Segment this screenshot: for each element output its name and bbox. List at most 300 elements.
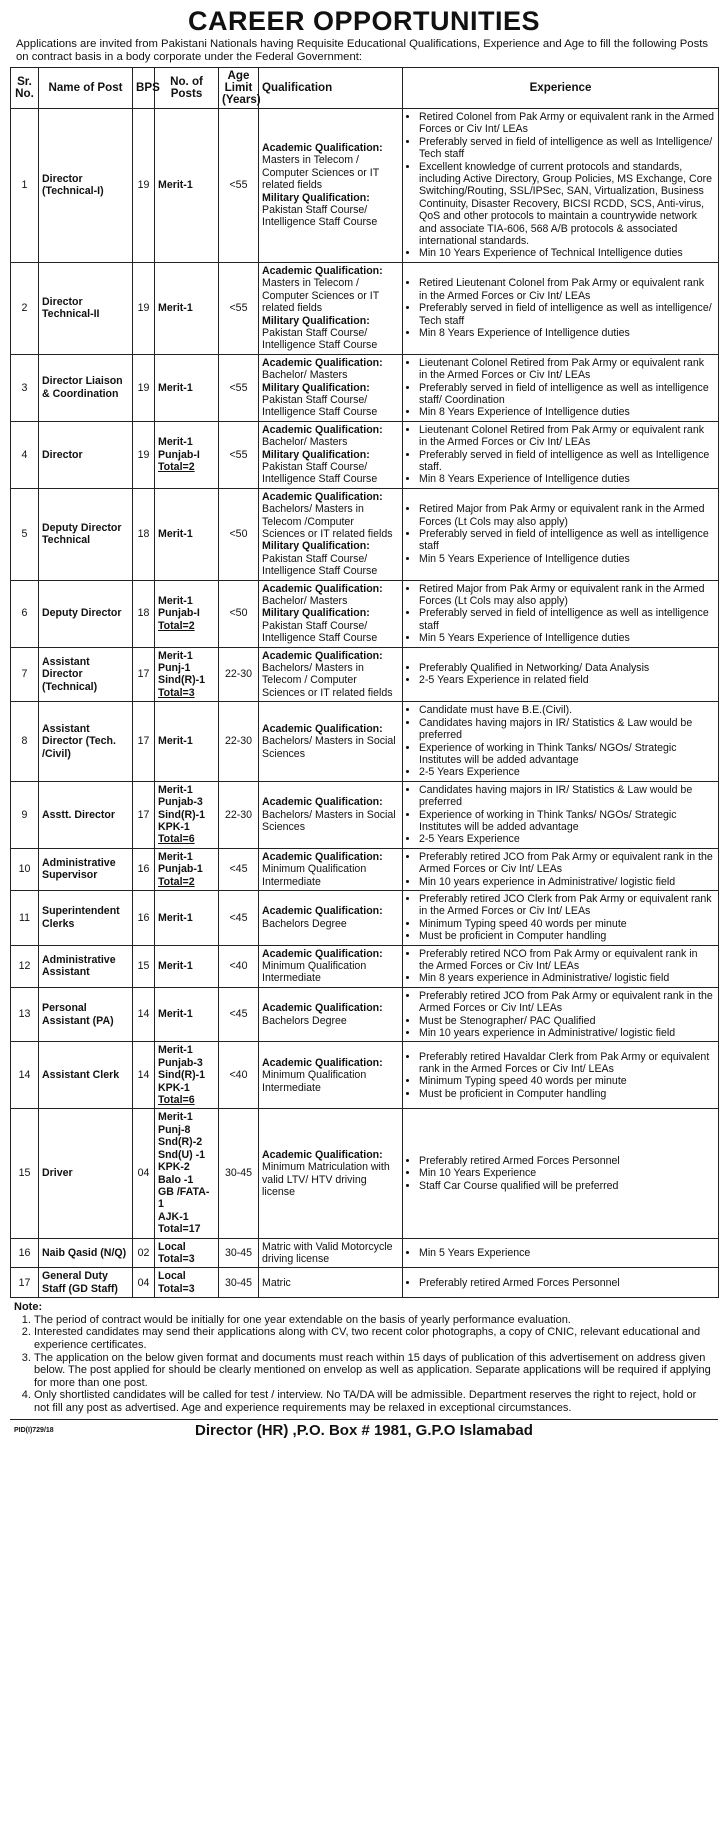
row-post-name: Director <box>39 421 133 488</box>
row-experience <box>403 421 719 488</box>
military-qualification-label: Military Qualification: <box>262 448 370 461</box>
row-post-name: Asstt. Director <box>39 781 133 848</box>
experience-item: • Min 8 Years Experience of Intelligence duties <box>419 327 715 339</box>
row-sr-number: 10 <box>11 848 39 890</box>
academic-qualification: Bachelor/ Masters <box>262 436 348 449</box>
row-sr-number: 2 <box>11 262 39 354</box>
row-age-limit: <45 <box>219 987 259 1042</box>
row-qualification <box>259 421 403 488</box>
experience-list <box>406 784 715 846</box>
row-age-limit: <45 <box>219 890 259 945</box>
contact-address: Director (HR) ,P.O. Box # 1981, G.P.O Islamabad <box>195 1421 533 1439</box>
posts-quota: KPK-1 <box>158 1081 190 1094</box>
posts-quota: Merit-1 <box>158 595 193 608</box>
row-posts <box>155 421 219 488</box>
experience-list <box>406 1277 715 1289</box>
row-post-name: Director Technical-II <box>39 262 133 354</box>
row-qualification <box>259 262 403 354</box>
table-row <box>11 987 719 1042</box>
row-experience <box>403 890 719 945</box>
notes-heading: Note: <box>14 1301 43 1314</box>
experience-item: • Excellent knowledge of current protocols and standards, including Active Directory, Group Policies, MS Exchange, Core Switching/Routing, SSL/IPSec, SAN, Virtualization, Business Continuity, Disaster Recovery, BICSI RCDD, SCS, Anti-virus, QoS and other protocols to maintain a countrywide network and associate TIA-606, 568 A/B protocols & associated international standards. <box>419 161 715 248</box>
experience-item: • Preferably retired Armed Forces Personnel <box>419 1277 715 1289</box>
posts-total: Total=6 <box>158 1094 195 1107</box>
posts-quota: Snd(R)-2 <box>158 1136 203 1149</box>
academic-qualification-label: Academic Qualification: <box>262 905 383 918</box>
row-experience <box>403 1238 719 1268</box>
row-qualification <box>259 488 403 580</box>
intro-text: Applications are invited from Pakistani Nationals having Requisite Educational Qualifications, Experience and Age to fill the following Posts on contract basis in a body corporate under the Federal Government: <box>16 38 709 63</box>
academic-qualification-label: Academic Qualification: <box>262 264 383 277</box>
experience-item: • Experience of working in Think Tanks/ NGOs/ Strategic Institutes will be added advantage <box>419 742 715 767</box>
military-qualification: Pakistan Staff Course/ Intelligence Staff Course <box>262 393 378 419</box>
posts-quota: KPK-1 <box>158 820 190 833</box>
row-qualification <box>259 354 403 421</box>
row-posts <box>155 1268 219 1298</box>
posts-quota: Merit-1 <box>158 179 193 192</box>
row-age-limit: <50 <box>219 488 259 580</box>
row-experience <box>403 1268 719 1298</box>
row-post-name: Director Liaison & Coordination <box>39 354 133 421</box>
table-row <box>11 945 719 987</box>
academic-qualification-label: Academic Qualification: <box>262 356 383 369</box>
academic-qualification-label: Academic Qualification: <box>262 1148 383 1161</box>
experience-item: • Minimum Typing speed 40 words per minute <box>419 1075 715 1087</box>
experience-item: • Preferably served in field of intelligence as well as intelligence staff <box>419 528 715 553</box>
row-sr-number: 5 <box>11 488 39 580</box>
experience-item: • Candidates having majors in IR/ Statistics & Law would be preferred <box>419 717 715 742</box>
posts-total: Total=6 <box>158 833 195 846</box>
table-row <box>11 109 719 263</box>
row-qualification <box>259 109 403 263</box>
posts-quota: Punjab-I <box>158 448 200 461</box>
experience-item: • Lieutenant Colonel Retired from Pak Army or equivalent rank in the Armed Forces or Civ Int/ LEAs <box>419 357 715 382</box>
row-age-limit: <50 <box>219 580 259 647</box>
row-qualification <box>259 647 403 702</box>
row-posts <box>155 702 219 781</box>
posts-quota: Sind(R)-1 <box>158 674 206 687</box>
row-bps: 17 <box>133 781 155 848</box>
row-experience <box>403 647 719 702</box>
experience-list <box>406 893 715 943</box>
table-body <box>11 109 719 1298</box>
experience-item: • Preferably Qualified in Networking/ Data Analysis <box>419 662 715 674</box>
experience-item: • Staff Car Course qualified will be preferred <box>419 1180 715 1192</box>
row-bps: 19 <box>133 262 155 354</box>
academic-qualification: Bachelor/ Masters <box>262 369 348 382</box>
note-item: 1. The period of contract would be initially for one year extendable on the basis of yearly performance evaluation. <box>34 1314 714 1327</box>
posts-quota: Sind(R)-1 <box>158 1069 206 1082</box>
row-qualification <box>259 945 403 987</box>
posts-quota: Merit-1 <box>158 783 193 796</box>
posts-quota: Punj-1 <box>158 662 191 675</box>
experience-item: • Must be proficient in Computer handling <box>419 930 715 942</box>
academic-qualification-label: Academic Qualification: <box>262 142 383 155</box>
posts-quota: Punj-8 <box>158 1123 191 1136</box>
experience-item: • Min 10 years experience in Administrative/ logistic field <box>419 1027 715 1039</box>
posts-quota: Total=3 <box>158 1282 195 1295</box>
academic-qualification-label: Academic Qualification: <box>262 947 383 960</box>
experience-item: • Min 10 Years Experience of Technical Intelligence duties <box>419 247 715 259</box>
row-qualification <box>259 1238 403 1268</box>
row-posts <box>155 987 219 1042</box>
academic-qualification-label: Academic Qualification: <box>262 796 383 809</box>
experience-list <box>406 1247 715 1259</box>
row-sr-number: 17 <box>11 1268 39 1298</box>
experience-item: • Must be Stenographer/ PAC Qualified <box>419 1015 715 1027</box>
row-experience <box>403 109 719 263</box>
row-sr-number: 11 <box>11 890 39 945</box>
row-experience <box>403 987 719 1042</box>
row-posts <box>155 945 219 987</box>
posts-quota: Balo -1 <box>158 1173 194 1186</box>
footer <box>10 1419 718 1442</box>
row-bps: 19 <box>133 354 155 421</box>
row-sr-number: 8 <box>11 702 39 781</box>
col-header-age: Age Limit (Years) <box>219 68 259 109</box>
experience-item: • Min 8 Years Experience of Intelligence duties <box>419 406 715 418</box>
experience-list <box>406 503 715 565</box>
row-bps: 04 <box>133 1109 155 1238</box>
experience-item: • Preferably retired Armed Forces Personnel <box>419 1155 715 1167</box>
experience-item: • Retired Major from Pak Army or equivalent rank in the Armed Forces (Lt Cols may also apply) <box>419 583 715 608</box>
military-qualification-label: Military Qualification: <box>262 314 370 327</box>
row-sr-number: 6 <box>11 580 39 647</box>
row-age-limit: <45 <box>219 848 259 890</box>
academic-qualification-label: Academic Qualification: <box>262 582 383 595</box>
col-header-bps: BPS <box>133 68 155 109</box>
notes-list <box>14 1314 714 1415</box>
academic-qualification: Masters in Telecom / Computer Sciences or IT related fields <box>262 277 379 315</box>
experience-item: • Preferably served in field of intelligence as well as intelligence/ Tech staff <box>419 302 715 327</box>
experience-item: • Min 5 Years Experience <box>419 1247 715 1259</box>
row-bps: 17 <box>133 702 155 781</box>
posts-quota: Merit-1 <box>158 649 193 662</box>
posts-quota: GB /FATA-1 <box>158 1185 210 1211</box>
experience-list <box>406 277 715 339</box>
posts-quota: Merit-1 <box>158 1008 193 1021</box>
row-experience <box>403 1042 719 1109</box>
posts-quota: Merit-1 <box>158 436 193 449</box>
table-row <box>11 781 719 848</box>
experience-list <box>406 1051 715 1101</box>
posts-quota: Merit-1 <box>158 911 193 924</box>
row-bps: 19 <box>133 109 155 263</box>
row-post-name: Assistant Director (Tech. /Civil) <box>39 702 133 781</box>
academic-qualification-label: Academic Qualification: <box>262 1002 383 1015</box>
row-sr-number: 4 <box>11 421 39 488</box>
table-row <box>11 1042 719 1109</box>
row-post-name: Personal Assistant (PA) <box>39 987 133 1042</box>
row-sr-number: 16 <box>11 1238 39 1268</box>
posts-total: Total=2 <box>158 875 195 888</box>
row-sr-number: 15 <box>11 1109 39 1238</box>
col-header-sr: Sr. No. <box>11 68 39 109</box>
row-experience <box>403 781 719 848</box>
experience-item: • Preferably served in field of intelligence as well as intelligence staff <box>419 607 715 632</box>
table-row <box>11 647 719 702</box>
academic-qualification: Bachelor/ Masters <box>262 595 348 608</box>
row-qualification <box>259 1109 403 1238</box>
experience-item: • Minimum Typing speed 40 words per minute <box>419 918 715 930</box>
row-posts <box>155 781 219 848</box>
table-row <box>11 1109 719 1238</box>
row-qualification <box>259 1042 403 1109</box>
row-age-limit: 22-30 <box>219 781 259 848</box>
experience-list <box>406 424 715 486</box>
row-bps: 04 <box>133 1268 155 1298</box>
posts-table <box>10 67 719 1298</box>
table-row <box>11 890 719 945</box>
row-post-name: Superintendent Clerks <box>39 890 133 945</box>
experience-item: • Min 10 years experience in Administrative/ logistic field <box>419 876 715 888</box>
military-qualification: Pakistan Staff Course/ Intelligence Staff Course <box>262 204 378 229</box>
row-bps: 15 <box>133 945 155 987</box>
row-sr-number: 1 <box>11 109 39 263</box>
row-posts <box>155 1109 219 1238</box>
row-qualification <box>259 1268 403 1298</box>
row-bps: 14 <box>133 1042 155 1109</box>
row-age-limit: <40 <box>219 1042 259 1109</box>
row-posts <box>155 262 219 354</box>
row-posts <box>155 354 219 421</box>
academic-qualification: Minimum Qualification Intermediate <box>262 863 367 888</box>
row-post-name: Naib Qasid (N/Q) <box>39 1238 133 1268</box>
row-experience <box>403 702 719 781</box>
experience-list <box>406 583 715 645</box>
academic-qualification: Minimum Matriculation with valid LTV/ HTV driving license <box>262 1161 390 1198</box>
posts-quota: Merit-1 <box>158 850 193 863</box>
row-experience <box>403 848 719 890</box>
academic-qualification-label: Academic Qualification: <box>262 490 383 503</box>
row-post-name: Assistant Director (Technical) <box>39 647 133 702</box>
row-sr-number: 13 <box>11 987 39 1042</box>
row-qualification <box>259 781 403 848</box>
posts-quota: Snd(U) -1 <box>158 1148 206 1161</box>
experience-item: • Preferably served in field of intelligence as well as Intelligence staff. <box>419 449 715 474</box>
academic-qualification-label: Academic Qualification: <box>262 722 383 735</box>
military-qualification: Pakistan Staff Course/ Intelligence Staff Course <box>262 552 378 578</box>
row-experience <box>403 945 719 987</box>
posts-quota: Merit-1 <box>158 735 193 748</box>
experience-item: • Min 8 years experience in Administrative/ logistic field <box>419 972 715 984</box>
row-posts <box>155 890 219 945</box>
row-sr-number: 7 <box>11 647 39 702</box>
experience-item: • Preferably retired NCO from Pak Army or equivalent rank in the Armed Forces or Civ Int/ LEAs <box>419 948 715 973</box>
posts-quota: Local <box>158 1270 186 1283</box>
experience-list <box>406 704 715 778</box>
posts-quota: AJK-1 <box>158 1210 189 1223</box>
row-age-limit: <55 <box>219 421 259 488</box>
row-bps: 02 <box>133 1238 155 1268</box>
experience-item: • Min 10 Years Experience <box>419 1167 715 1179</box>
row-bps: 17 <box>133 647 155 702</box>
reference-number: PID(I)729/18 <box>14 1426 54 1434</box>
row-bps: 18 <box>133 580 155 647</box>
row-post-name: Administrative Assistant <box>39 945 133 987</box>
table-row <box>11 262 719 354</box>
academic-qualification-label: Academic Qualification: <box>262 423 383 436</box>
row-age-limit: <40 <box>219 945 259 987</box>
table-row <box>11 702 719 781</box>
table-row <box>11 580 719 647</box>
experience-list <box>406 662 715 687</box>
row-post-name: General Duty Staff (GD Staff) <box>39 1268 133 1298</box>
notes-section <box>14 1301 714 1414</box>
table-row <box>11 421 719 488</box>
row-post-name: Administrative Supervisor <box>39 848 133 890</box>
row-bps: 16 <box>133 890 155 945</box>
experience-item: • Retired Colonel from Pak Army or equivalent rank in the Armed Forces or Civ Int/ LEAs <box>419 111 715 136</box>
posts-quota: Merit-1 <box>158 960 193 972</box>
row-experience <box>403 354 719 421</box>
military-qualification: Pakistan Staff Course/ Intelligence Staff Course <box>262 619 378 645</box>
posts-quota: Punjab-1 <box>158 863 203 876</box>
academic-qualification-label: Academic Qualification: <box>262 850 383 863</box>
experience-item: • Candidates having majors in IR/ Statistics & Law would be preferred <box>419 784 715 809</box>
posts-quota: Sind(R)-1 <box>158 808 206 821</box>
row-age-limit: 30-45 <box>219 1109 259 1238</box>
experience-list <box>406 990 715 1040</box>
table-row <box>11 1238 719 1268</box>
col-header-qualification: Qualification <box>259 68 403 109</box>
note-item: 2. Interested candidates may send their applications along with CV, two recent color photographs, a copy of CNIC, relevant educational and experience certificates. <box>34 1326 714 1351</box>
posts-quota: Merit-1 <box>158 1044 193 1057</box>
row-sr-number: 3 <box>11 354 39 421</box>
academic-qualification: Bachelors Degree <box>262 1014 347 1027</box>
row-posts <box>155 1238 219 1268</box>
row-posts <box>155 488 219 580</box>
posts-quota: Merit-1 <box>158 302 193 315</box>
military-qualification-label: Military Qualification: <box>262 191 370 204</box>
military-qualification-label: Military Qualification: <box>262 381 370 394</box>
posts-quota: KPK-2 <box>158 1161 190 1174</box>
experience-list <box>406 357 715 419</box>
row-age-limit: 22-30 <box>219 702 259 781</box>
row-age-limit: <55 <box>219 354 259 421</box>
note-item: 3. The application on the below given format and documents must reach within 15 days of publication of this advertisement on address given below. The post applied for should be clearly mentioned on envelop as well as application. Separate applications will be required if applying for more than one post. <box>34 1352 714 1390</box>
military-qualification: Pakistan Staff Course/ Intelligence Staff Course <box>262 326 378 352</box>
row-bps: 19 <box>133 421 155 488</box>
experience-item: • Preferably served in field of intelligence as well as Intelligence/ Tech staff <box>419 136 715 161</box>
experience-list <box>406 948 715 985</box>
row-post-name: Deputy Director <box>39 580 133 647</box>
military-qualification: Pakistan Staff Course/ Intelligence Staff Course <box>262 460 378 486</box>
col-header-posts: No. of Posts <box>155 68 219 109</box>
experience-item: • Preferably retired JCO Clerk from Pak Army or equivalent rank in the Armed Forces or Civ Int/ LEAs <box>419 893 715 918</box>
posts-total: Total=2 <box>158 619 195 632</box>
row-qualification <box>259 987 403 1042</box>
experience-item: • Preferably retired JCO from Pak Army or equivalent rank in the Armed Forces or Civ Int/ LEAs <box>419 851 715 876</box>
experience-list <box>406 851 715 888</box>
posts-quota: Punjab-I <box>158 607 200 620</box>
table-row <box>11 354 719 421</box>
academic-qualification: Bachelors/ Masters in Telecom / Computer Sciences or IT related fields <box>262 662 393 699</box>
experience-item: • 2-5 Years Experience in related field <box>419 674 715 686</box>
experience-item: • Retired Major from Pak Army or equivalent rank in the Armed Forces (Lt Cols may also apply) <box>419 503 715 528</box>
experience-item: • Lieutenant Colonel Retired from Pak Army or equivalent rank in the Armed Forces or Civ Int/ LEAs <box>419 424 715 449</box>
experience-list <box>406 1155 715 1192</box>
posts-quota: Punjab-3 <box>158 1056 203 1069</box>
experience-item: • 2-5 Years Experience <box>419 833 715 845</box>
row-qualification <box>259 580 403 647</box>
row-bps: 14 <box>133 987 155 1042</box>
row-qualification <box>259 890 403 945</box>
experience-item: • Min 8 Years Experience of Intelligence duties <box>419 473 715 485</box>
col-header-experience: Experience <box>403 68 719 109</box>
experience-item: • Preferably retired Havaldar Clerk from Pak Army or equivalent rank in the Armed Forces or Civ Int/ LEAs <box>419 1051 715 1076</box>
academic-qualification: Bachelors/ Masters in Social Sciences <box>262 735 396 760</box>
experience-list <box>406 111 715 260</box>
row-posts <box>155 848 219 890</box>
row-experience <box>403 488 719 580</box>
row-sr-number: 12 <box>11 945 39 987</box>
table-row <box>11 488 719 580</box>
academic-qualification: Matric with Valid Motorcycle driving license <box>262 1240 393 1265</box>
row-experience <box>403 262 719 354</box>
row-age-limit: <55 <box>219 262 259 354</box>
posts-total: Total=2 <box>158 460 195 473</box>
experience-item: • Min 5 Years Experience of Intelligence duties <box>419 553 715 565</box>
academic-qualification-label: Academic Qualification: <box>262 1056 383 1069</box>
row-post-name: Assistant Clerk <box>39 1042 133 1109</box>
row-sr-number: 9 <box>11 781 39 848</box>
row-age-limit: <55 <box>219 109 259 263</box>
academic-qualification-label: Academic Qualification: <box>262 649 383 662</box>
academic-qualification: Bachelors/ Masters in Social Sciences <box>262 808 396 833</box>
row-experience <box>403 1109 719 1238</box>
row-post-name: Driver <box>39 1109 133 1238</box>
row-posts <box>155 580 219 647</box>
table-row <box>11 848 719 890</box>
row-experience <box>403 580 719 647</box>
row-age-limit: 30-45 <box>219 1238 259 1268</box>
posts-quota: Total=3 <box>158 1252 195 1265</box>
row-sr-number: 14 <box>11 1042 39 1109</box>
posts-quota: Merit-1 <box>158 381 193 394</box>
row-qualification <box>259 848 403 890</box>
row-bps: 18 <box>133 488 155 580</box>
posts-quota: Merit-1 <box>158 1111 193 1124</box>
posts-quota: Total=17 <box>158 1223 201 1236</box>
page-title: CAREER OPPORTUNITIES <box>187 6 541 36</box>
posts-quota: Merit-1 <box>158 528 193 540</box>
row-bps: 16 <box>133 848 155 890</box>
academic-qualification: Bachelors Degree <box>262 917 347 930</box>
academic-qualification: Masters in Telecom / Computer Sciences or IT related fields <box>262 154 379 192</box>
table-header-row <box>11 68 719 109</box>
posts-quota: Local <box>158 1240 186 1253</box>
row-post-name: Director (Technical-I) <box>39 109 133 263</box>
posts-total: Total=3 <box>158 686 195 699</box>
row-posts <box>155 109 219 263</box>
table-row <box>11 1268 719 1298</box>
academic-qualification: Minimum Qualification Intermediate <box>262 1069 367 1094</box>
experience-item: • Candidate must have B.E.(Civil). <box>419 704 715 716</box>
academic-qualification: Minimum Qualification Intermediate <box>262 960 367 985</box>
posts-quota: Punjab-3 <box>158 796 203 809</box>
academic-qualification: Matric <box>262 1276 291 1289</box>
experience-item: • Experience of working in Think Tanks/ NGOs/ Strategic Institutes will be added advantage <box>419 809 715 834</box>
military-qualification-label: Military Qualification: <box>262 540 370 553</box>
row-posts <box>155 647 219 702</box>
row-age-limit: 30-45 <box>219 1268 259 1298</box>
experience-item: • Retired Lieutenant Colonel from Pak Army or equivalent rank in the Armed Forces or Civ Int/ LEAs <box>419 277 715 302</box>
academic-qualification: Bachelors/ Masters in Telecom /Computer Sciences or IT related fields <box>262 503 393 540</box>
military-qualification-label: Military Qualification: <box>262 607 370 620</box>
row-posts <box>155 1042 219 1109</box>
experience-item: • Must be proficient in Computer handling <box>419 1088 715 1100</box>
